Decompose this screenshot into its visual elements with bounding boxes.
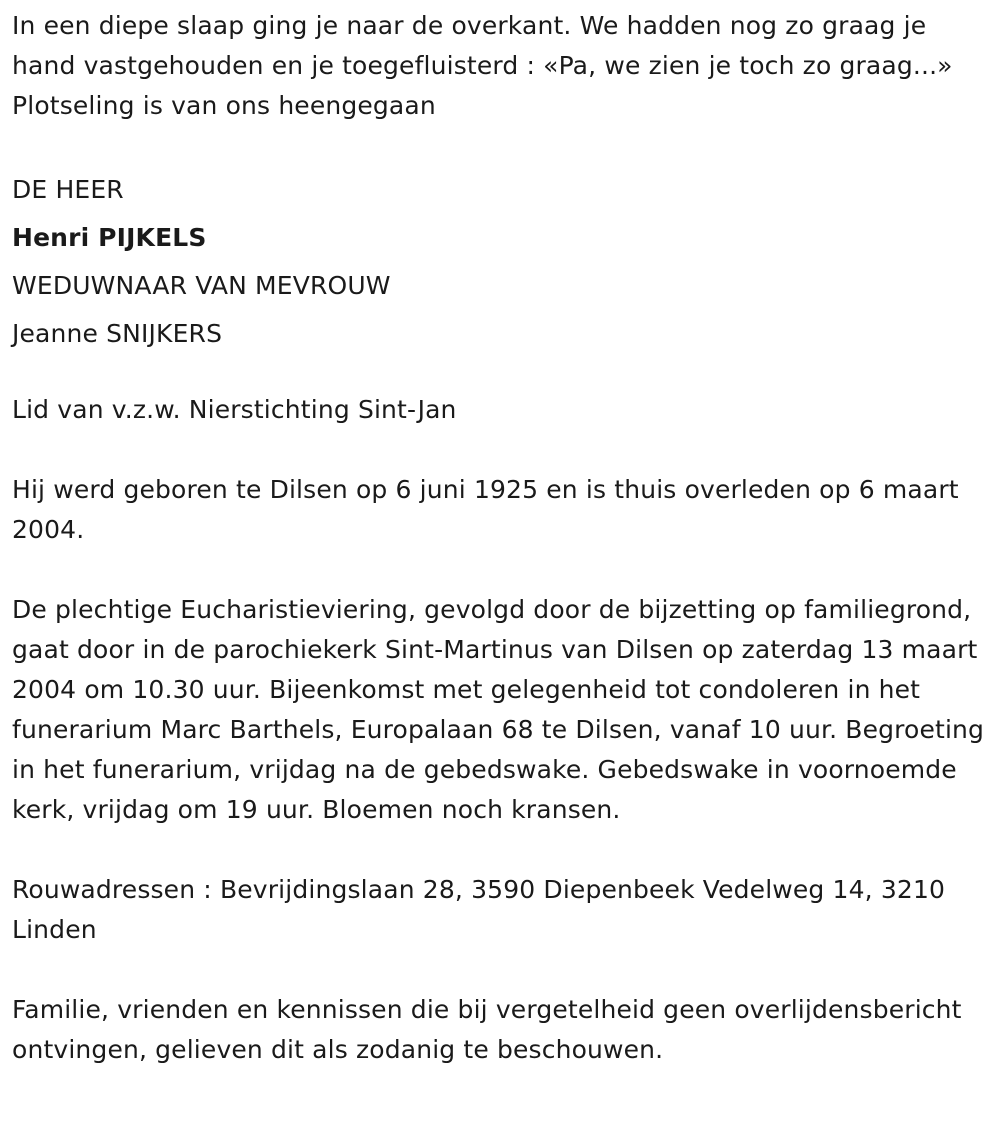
closing-paragraph: Familie, vrienden en kennissen die bij vergetelheid geen overlijdensbericht ontvingen, gelieven dit als zodanig te beschouwen.	[12, 995, 962, 1064]
widower-label: WEDUWNAAR VAN MEVROUW	[12, 271, 391, 300]
birth-death-paragraph: Hij werd geboren te Dilsen op 6 juni 1925 en is thuis overleden op 6 maart 2004.	[12, 475, 959, 544]
deceased-name: Henri PIJKELS	[12, 223, 207, 252]
addresses-paragraph: Rouwadressen : Bevrijdingslaan 28, 3590 Diepenbeek Vedelweg 14, 3210 Linden	[12, 875, 946, 944]
title-prefix: DE HEER	[12, 175, 124, 204]
intro-paragraph: In een diepe slaap ging je naar de overkant. We hadden nog zo graag je hand vastgehouden en je toegefluisterd : «Pa, we zien je toch zo graag...» Plotseling is van ons heengegaan	[12, 11, 953, 120]
membership-line: Lid van v.z.w. Nierstichting Sint-Jan	[12, 395, 457, 424]
ceremony-paragraph: De plechtige Eucharistieviering, gevolgd door de bijzetting op familiegrond, gaat door in de parochiekerk Sint-Martinus van Dilsen op zaterdag 13 maart 2004 om 10.30 uur. Bijeenkomst met gelegenheid tot condoleren in het funerarium Marc Barthels, Europalaan 68 te Dilsen, vanaf 10 uur. Begroeting in het funerarium, vrijdag na de gebedswake. Gebedswake in voornoemde kerk, vrijdag om 19 uur. Bloemen noch kransen.	[12, 595, 985, 824]
spouse-name: Jeanne SNIJKERS	[12, 319, 223, 348]
